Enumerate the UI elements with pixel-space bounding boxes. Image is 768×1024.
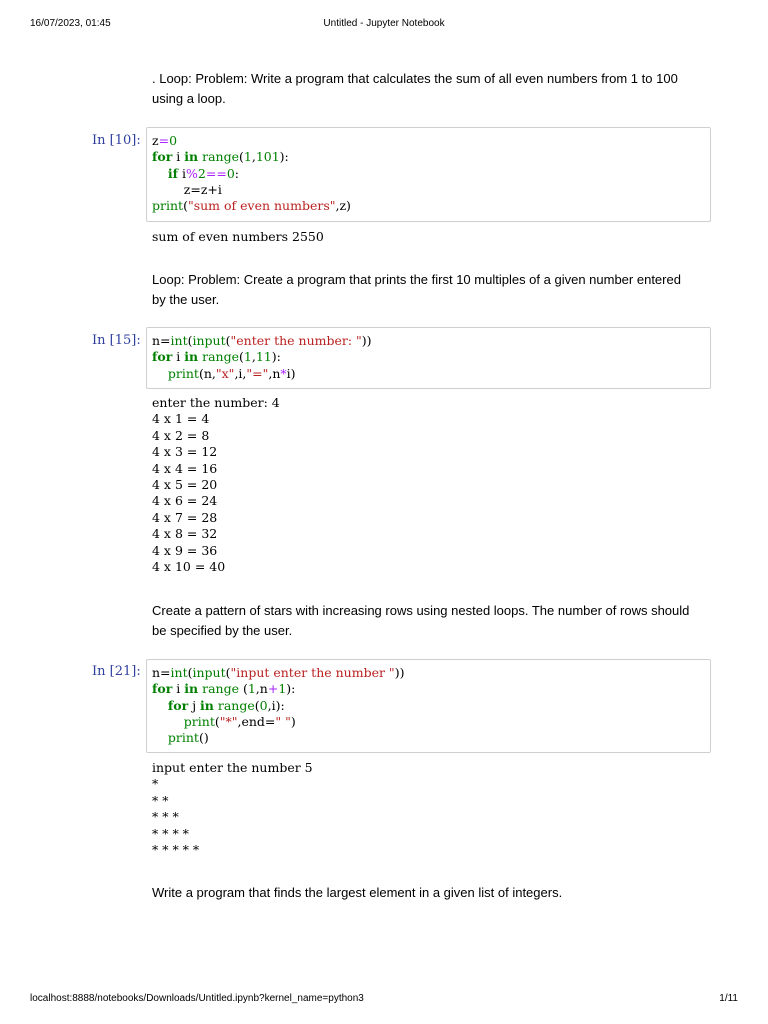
code-line: for j in range(0,i): xyxy=(167,697,285,713)
output-line: * xyxy=(152,776,159,792)
output-line: 4 x 10 = 40 xyxy=(152,559,226,575)
code-line: n=int(input("input enter the number ")) xyxy=(152,665,405,680)
markdown-line: using a loop. xyxy=(152,91,226,106)
code-line: print(n,"x",i,"=",n*i) xyxy=(167,365,296,381)
code-line: print("*",end=" ") xyxy=(183,713,296,729)
output-line: * * * * xyxy=(152,825,189,841)
markdown-cell-1 xyxy=(152,69,712,109)
code-line: for i in range(1,11): xyxy=(152,349,281,365)
cell-output-10 xyxy=(152,229,712,245)
output-line: input enter the number 5 xyxy=(152,760,313,775)
print-footer xyxy=(30,993,738,1007)
code-cell-10[interactable] xyxy=(146,127,711,222)
code-line: n=int(input("enter the number: ")) xyxy=(152,333,372,348)
code-cell-15[interactable] xyxy=(146,327,711,389)
code-line: print("sum of even numbers",z) xyxy=(152,198,351,214)
output-line: 4 x 4 = 16 xyxy=(152,460,218,476)
cell-prompt-10: In [10]: xyxy=(92,133,141,148)
markdown-cell-3 xyxy=(152,601,712,641)
output-line: enter the number: 4 xyxy=(152,395,280,410)
code-line: for i in range (1,n+1): xyxy=(152,681,296,697)
output-line: 4 x 8 = 32 xyxy=(152,526,218,542)
markdown-cell-2 xyxy=(152,270,712,310)
output-line: * * xyxy=(152,792,169,808)
code-cell-21[interactable] xyxy=(146,659,711,753)
print-datetime: 16/07/2023, 01:45 xyxy=(30,18,111,29)
output-line: 4 x 2 = 8 xyxy=(152,427,210,443)
output-line: 4 x 3 = 12 xyxy=(152,444,218,460)
code-line: for i in range(1,101): xyxy=(152,149,289,165)
markdown-line: Create a pattern of stars with increasing rows using nested loops. The number of rows should xyxy=(152,603,690,618)
code-line: print() xyxy=(167,730,209,746)
output-line: * * * xyxy=(152,809,179,825)
markdown-line: Loop: Problem: Create a program that prints the first 10 multiples of a given number entered xyxy=(152,272,681,287)
output-line: 4 x 5 = 20 xyxy=(152,477,218,493)
cell-output-21 xyxy=(152,760,712,858)
output-line: 4 x 9 = 36 xyxy=(152,542,218,558)
print-title: Untitled - Jupyter Notebook xyxy=(323,18,445,29)
markdown-cell-4 xyxy=(152,883,712,903)
code-line: z=0 xyxy=(152,133,178,148)
cell-prompt-21: In [21]: xyxy=(92,664,141,679)
markdown-line: by the user. xyxy=(152,292,220,307)
output-line: 4 x 1 = 4 xyxy=(152,411,210,427)
print-header xyxy=(30,18,738,32)
markdown-line: . Loop: Problem: Write a program that calculates the sum of all even numbers from 1 to 100 xyxy=(152,71,678,86)
output-line: * * * * * xyxy=(152,842,200,858)
output-line: 4 x 7 = 28 xyxy=(152,509,218,525)
output-line: 4 x 6 = 24 xyxy=(152,493,218,509)
output-line: sum of even numbers 2550 xyxy=(152,229,324,244)
code-line: z=z+i xyxy=(152,181,222,197)
markdown-line: Write a program that finds the largest element in a given list of integers. xyxy=(152,885,563,900)
page-number: 1/11 xyxy=(719,993,738,1004)
print-url: localhost:8888/notebooks/Downloads/Untitled.ipynb?kernel_name=python3 xyxy=(30,993,364,1004)
cell-output-15 xyxy=(152,395,712,575)
markdown-line: be specified by the user. xyxy=(152,623,293,638)
code-line: if i%2==0: xyxy=(167,165,239,181)
cell-prompt-15: In [15]: xyxy=(92,333,141,348)
